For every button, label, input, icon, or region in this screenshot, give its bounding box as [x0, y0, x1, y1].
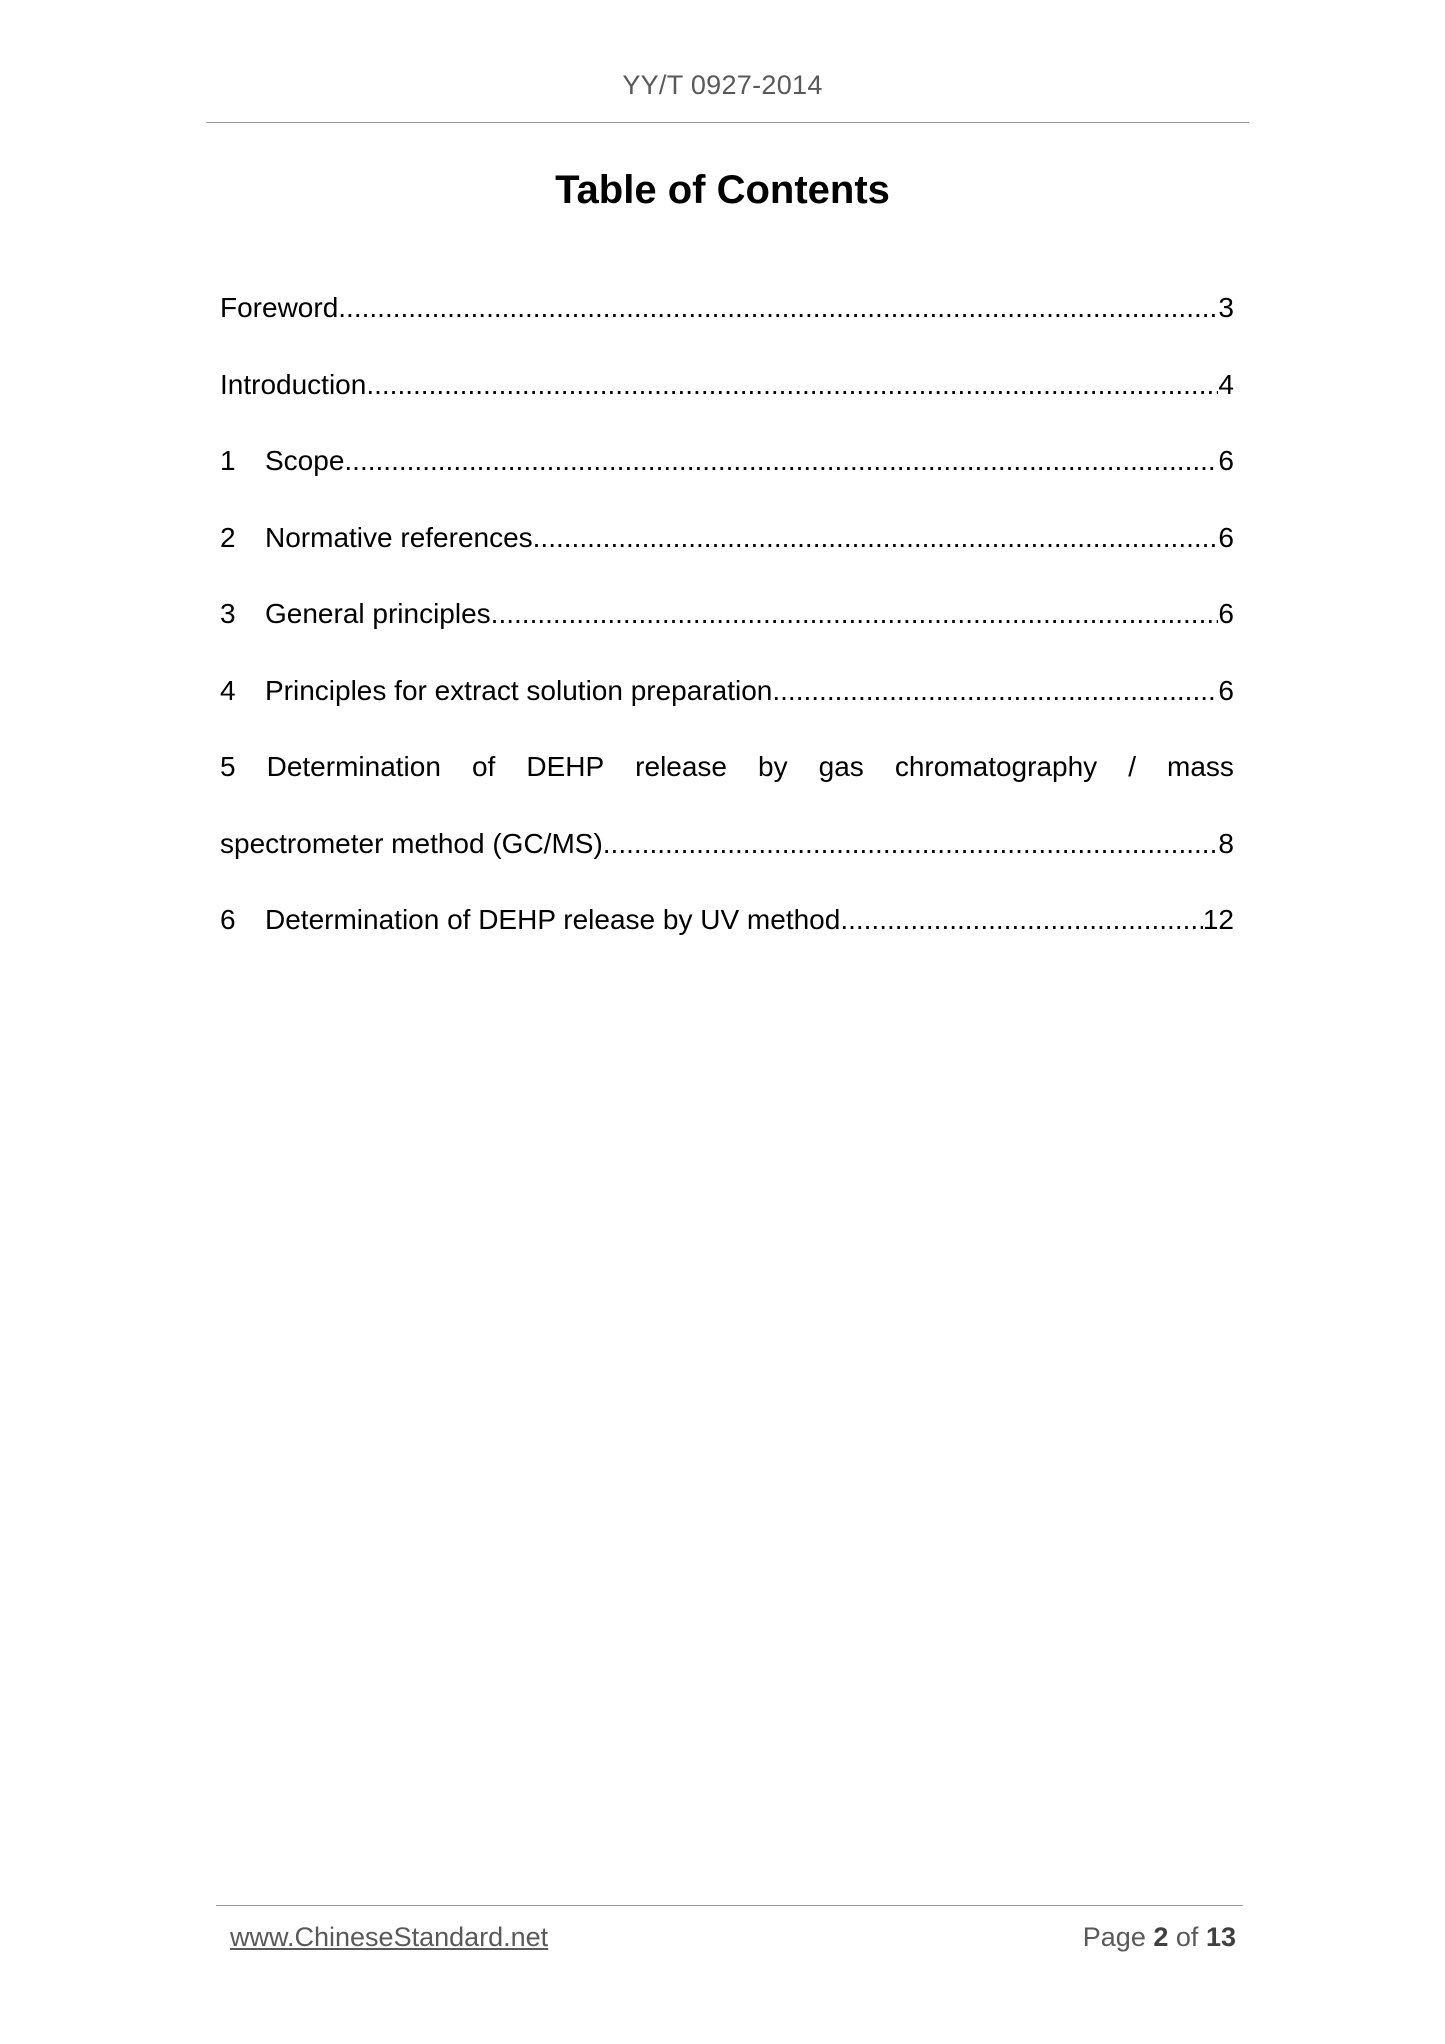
toc-entry-gcms-line2[interactable]: [220, 822, 1234, 899]
toc-leader-dots: [840, 898, 1203, 942]
page-of: of: [1175, 1922, 1199, 1952]
toc-entry-page: 6: [1218, 521, 1234, 553]
toc-leader-dots: [533, 516, 1219, 560]
document-number-header: YY/T 0927-2014: [622, 70, 823, 100]
footer-divider: [216, 1905, 1243, 1906]
toc-entry-number: 2: [220, 521, 236, 553]
toc-entry-gcms-line1[interactable]: [220, 745, 1234, 822]
toc-entry-page: 4: [1218, 368, 1234, 400]
toc-entry-number: 4: [220, 674, 236, 706]
toc-leader-dots: [338, 286, 1218, 330]
toc-entry-label: spectrometer method (GC/MS): [220, 822, 603, 866]
toc-justified-line: [220, 745, 1234, 789]
toc-leader-dots: [603, 822, 1219, 866]
toc-entry-page: 6: [1218, 674, 1234, 706]
toc-entry-page: 6: [1218, 445, 1234, 476]
toc-entry-page: 8: [1218, 827, 1234, 859]
toc-word: /: [1128, 751, 1136, 782]
toc-leader-dots: [344, 439, 1218, 483]
current-page-number: 2: [1153, 1922, 1169, 1952]
toc-leader-dots: [491, 592, 1219, 636]
toc-entry-page: 3: [1218, 292, 1234, 323]
toc-entry-label: Principles for extract solution preparation: [265, 669, 772, 713]
toc-entry-label: Normative references: [265, 516, 533, 560]
toc-entry-label: Introduction: [220, 363, 366, 407]
toc-word: of: [471, 751, 496, 782]
toc-entry-general-principles[interactable]: [220, 592, 1234, 669]
toc-entry-label: Determination of DEHP release by UV method: [265, 898, 840, 942]
toc-entry-number: 5: [220, 751, 236, 782]
header-divider: [206, 122, 1249, 123]
toc-word: by: [758, 751, 788, 782]
toc-entry-number: 3: [220, 598, 236, 629]
toc-word: release: [635, 751, 728, 782]
toc-entry-page: 12: [1202, 904, 1234, 935]
toc-word: DEHP: [526, 751, 605, 782]
toc-entry-introduction[interactable]: [220, 363, 1234, 440]
website-link[interactable]: www.ChineseStandard.net: [230, 1922, 549, 1952]
toc-entry-scope[interactable]: [220, 439, 1234, 516]
toc-entry-foreword[interactable]: [220, 286, 1234, 363]
toc-entry-page: 6: [1218, 598, 1234, 629]
total-pages-number: 13: [1205, 1922, 1236, 1952]
page-prefix: Page: [1082, 1922, 1146, 1952]
toc-entry-number: 6: [220, 904, 236, 935]
toc-word: mass: [1167, 751, 1234, 782]
toc-entry-extract-solution[interactable]: [220, 669, 1234, 746]
table-of-contents: [220, 286, 1234, 975]
page-indicator: [1083, 1922, 1236, 1953]
toc-entry-label: Foreword: [220, 286, 338, 330]
toc-word: chromatography: [894, 751, 1098, 782]
toc-word: Determination: [266, 751, 441, 782]
page-title: Table of Contents: [555, 168, 890, 212]
toc-entry-number: 1: [220, 445, 236, 476]
toc-leader-dots: [366, 363, 1218, 407]
toc-entry-label: Scope: [265, 439, 344, 483]
toc-entry-uv-method[interactable]: [220, 898, 1234, 975]
toc-leader-dots: [772, 669, 1218, 713]
toc-entry-label: General principles: [265, 592, 491, 636]
toc-word: gas: [818, 751, 864, 782]
toc-entry-normative-references[interactable]: [220, 516, 1234, 593]
